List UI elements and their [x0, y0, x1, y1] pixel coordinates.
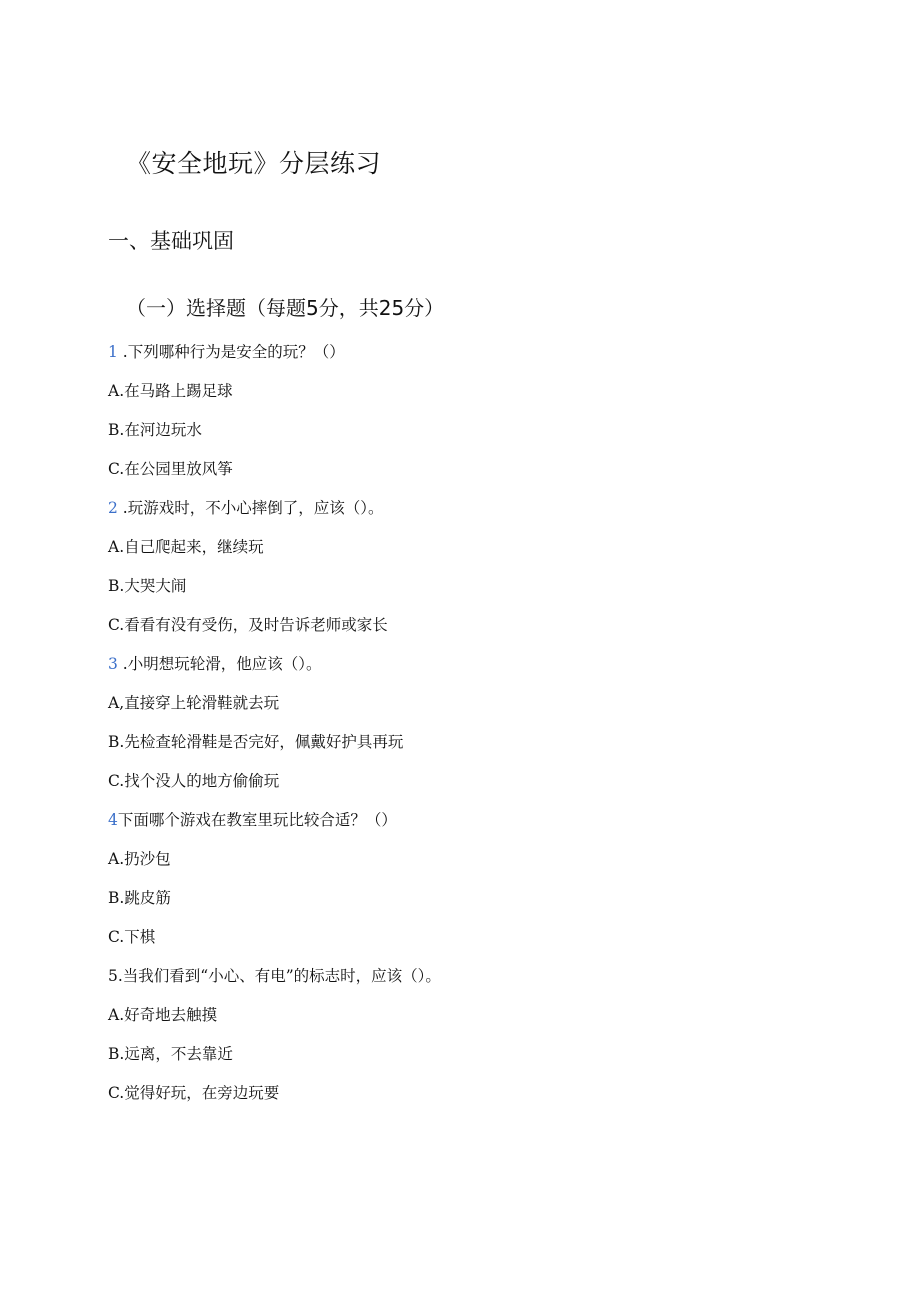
question-number: 3 — [108, 655, 118, 673]
question-number: 1 — [108, 343, 118, 361]
question-5 — [108, 966, 441, 986]
question-3 — [108, 654, 321, 674]
question-text: .小明想玩轮滑，他应该（）。 — [117, 655, 322, 673]
question-4 — [108, 810, 397, 830]
question-text: 5.当我们看到“小心、有电”的标志时，应该（）。 — [108, 967, 441, 985]
section-heading: 一、基础巩固 — [108, 229, 234, 253]
option-4c: C.下棋 — [108, 928, 156, 946]
question-1 — [108, 342, 345, 362]
option-1b: B.在河边玩水 — [108, 421, 202, 439]
option-5a: A.好奇地去触摸 — [108, 1006, 218, 1024]
option-5c: C.觉得好玩，在旁边玩要 — [108, 1084, 280, 1102]
option-2b: B.大哭大闹 — [108, 577, 187, 595]
question-number: 4 — [108, 811, 118, 829]
question-number: 2 — [108, 499, 118, 517]
option-3c: C.找个没人的地方偷偷玩 — [108, 772, 280, 790]
option-3b: B.先检查轮滑鞋是否完好，佩戴好护具再玩 — [108, 733, 404, 751]
option-3a: A,直接穿上轮滑鞋就去玩 — [108, 694, 280, 712]
option-1c: C.在公园里放风筝 — [108, 460, 233, 478]
option-5b: B.远离，不去靠近 — [108, 1045, 233, 1063]
option-4a: A.扔沙包 — [108, 850, 171, 868]
option-2a: A.自己爬起来，继续玩 — [108, 538, 264, 556]
question-text: 下面哪个游戏在教室里玩比较合适？（） — [117, 811, 397, 829]
question-text: .玩游戏时，不小心摔倒了，应该（）。 — [117, 499, 384, 517]
subsection-heading: （一）选择题（每题5分，共25分） — [126, 296, 445, 320]
question-2 — [108, 498, 383, 518]
option-4b: B.跳皮筋 — [108, 889, 171, 907]
option-1a: A.在马路上踢足球 — [108, 382, 233, 400]
document-title: 《安全地玩》分层练习 — [126, 149, 382, 178]
option-2c: C.看看有没有受伤，及时告诉老师或家长 — [108, 616, 388, 634]
question-text: .下列哪种行为是安全的玩？（） — [117, 343, 345, 361]
